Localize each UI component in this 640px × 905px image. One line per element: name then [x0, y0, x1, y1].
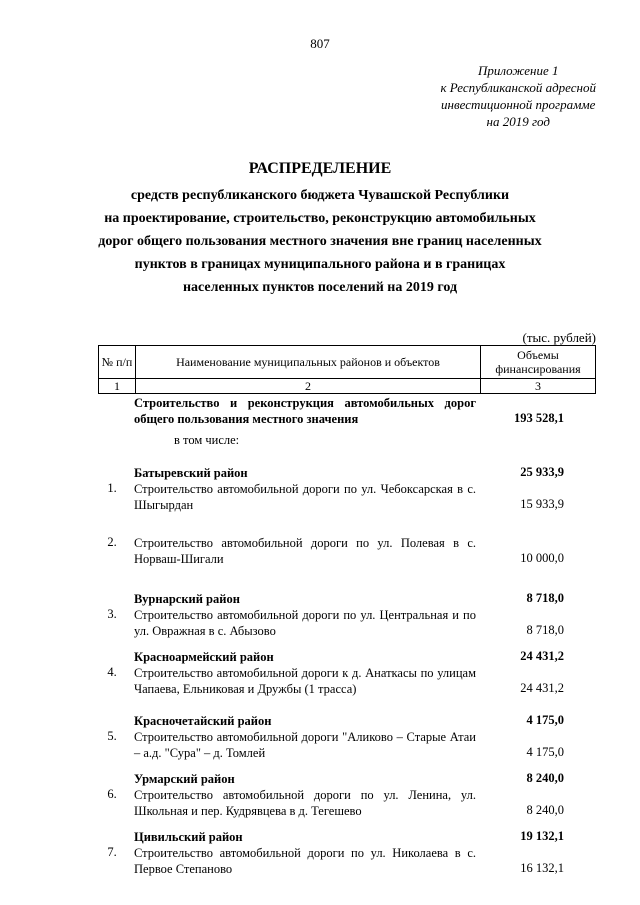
districts-list: [98, 465, 596, 875]
district-header: [98, 713, 596, 729]
district-header: [98, 829, 596, 845]
row-number: 4.: [107, 665, 117, 679]
object-name: Строительство автомобильной дороги к д. Анаткасы по улицам Чапаева, Ельниковая и Дружбы (1 трасса): [134, 666, 476, 696]
column-index: 3: [481, 379, 596, 394]
district-total: 24 431,2: [520, 649, 564, 663]
object-value: 4 175,0: [526, 745, 564, 759]
table-row: [98, 665, 596, 701]
appendix-line: Приложение 1: [477, 63, 559, 78]
table-row: [98, 845, 596, 875]
table-row: [98, 787, 596, 817]
row-number: 1.: [107, 481, 117, 495]
subtitle-line: населенных пунктов поселений на 2019 год: [182, 280, 458, 295]
object-value: 24 431,2: [520, 681, 564, 695]
row-number: 6.: [107, 787, 117, 801]
district-header: [98, 591, 596, 607]
column-index: 1: [99, 379, 136, 394]
district-block: [98, 829, 596, 875]
object-name: Строительство автомобильной дороги по ул. Центральная и по ул. Овражная в с. Абызово: [134, 608, 476, 638]
district-name: Батыревский район: [134, 466, 248, 480]
object-value: 15 933,9: [520, 497, 564, 511]
page-number: 807: [310, 36, 330, 51]
district-block: [98, 591, 596, 637]
table-row: [98, 607, 596, 637]
district-total: 8 718,0: [526, 591, 564, 605]
district-block: [98, 771, 596, 817]
column-index: 2: [136, 379, 481, 394]
object-value: 8 240,0: [526, 803, 564, 817]
row-number: 3.: [107, 607, 117, 621]
district-total: 8 240,0: [526, 771, 564, 785]
district-block: [98, 649, 596, 701]
object-name: Строительство автомобильной дороги по ул. Чебоксарская в с. Шыгырдан: [134, 482, 476, 512]
object-name: Строительство автомобильной дороги по ул. Николаева в с. Первое Степаново: [134, 846, 476, 876]
object-name: Строительство автомобильной дороги по ул. Полевая в с. Норваш-Шигали: [134, 536, 476, 566]
units-label: (тыс. рублей): [522, 330, 596, 345]
header-volume: Объемы финансирования: [481, 346, 596, 379]
appendix-line: к Республиканской адресной: [440, 80, 596, 95]
district-name: Красноармейский район: [134, 650, 274, 664]
district-total: 19 132,1: [520, 829, 564, 843]
total-label: Строительство и реконструкция автомобильных дорог общего пользования местного значения: [134, 396, 476, 426]
total-row: [98, 395, 596, 465]
district-header: [98, 649, 596, 665]
object-value: 10 000,0: [520, 551, 564, 565]
row-number: 7.: [107, 845, 117, 859]
row-number: 2.: [107, 535, 117, 549]
subtitle-line: дорог общего пользования местного значения вне границ населенных: [98, 234, 542, 249]
document-title: РАСПРЕДЕЛЕНИЕ: [248, 160, 392, 177]
district-total: 4 175,0: [526, 713, 564, 727]
district-total: 25 933,9: [520, 465, 564, 479]
total-value: 193 528,1: [514, 411, 564, 425]
subtitle-line: на проектирование, строительство, реконструкцию автомобильных: [104, 211, 536, 226]
object-name: Строительство автомобильной дороги по ул. Ленина, ул. Школьная и пер. Кудрявцева в д. Тегешево: [134, 788, 476, 818]
district-block: [98, 713, 596, 759]
district-block: [98, 465, 596, 577]
document-subtitle: [80, 184, 560, 299]
appendix-note: [440, 62, 596, 130]
row-number: 5.: [107, 729, 117, 743]
subtitle-line: пунктов в границах муниципального района и в границах: [134, 257, 506, 272]
appendix-line: на 2019 год: [486, 114, 550, 129]
header-number: № п/п: [99, 346, 136, 379]
table-row: [98, 535, 596, 577]
district-name: Цивильский район: [134, 830, 243, 844]
table-row: [98, 481, 596, 535]
district-header: [98, 771, 596, 787]
object-value: 8 718,0: [526, 623, 564, 637]
district-name: Урмарский район: [134, 772, 235, 786]
district-header: [98, 465, 596, 481]
object-name: Строительство автомобильной дороги "Аликово – Старые Атаи – а.д. "Сура" – д. Томлей: [134, 730, 476, 760]
appendix-line: инвестиционной программе: [441, 97, 596, 112]
including-label: в том числе:: [174, 433, 240, 447]
district-name: Красночетайский район: [134, 714, 272, 728]
district-name: Вурнарский район: [134, 592, 240, 606]
header-name: Наименование муниципальных районов и объектов: [136, 346, 481, 379]
object-value: 16 132,1: [520, 861, 564, 875]
subtitle-line: средств республиканского бюджета Чувашской Республики: [130, 188, 510, 203]
table-header: [98, 345, 596, 394]
table-row: [98, 729, 596, 759]
table-body: [98, 395, 596, 875]
